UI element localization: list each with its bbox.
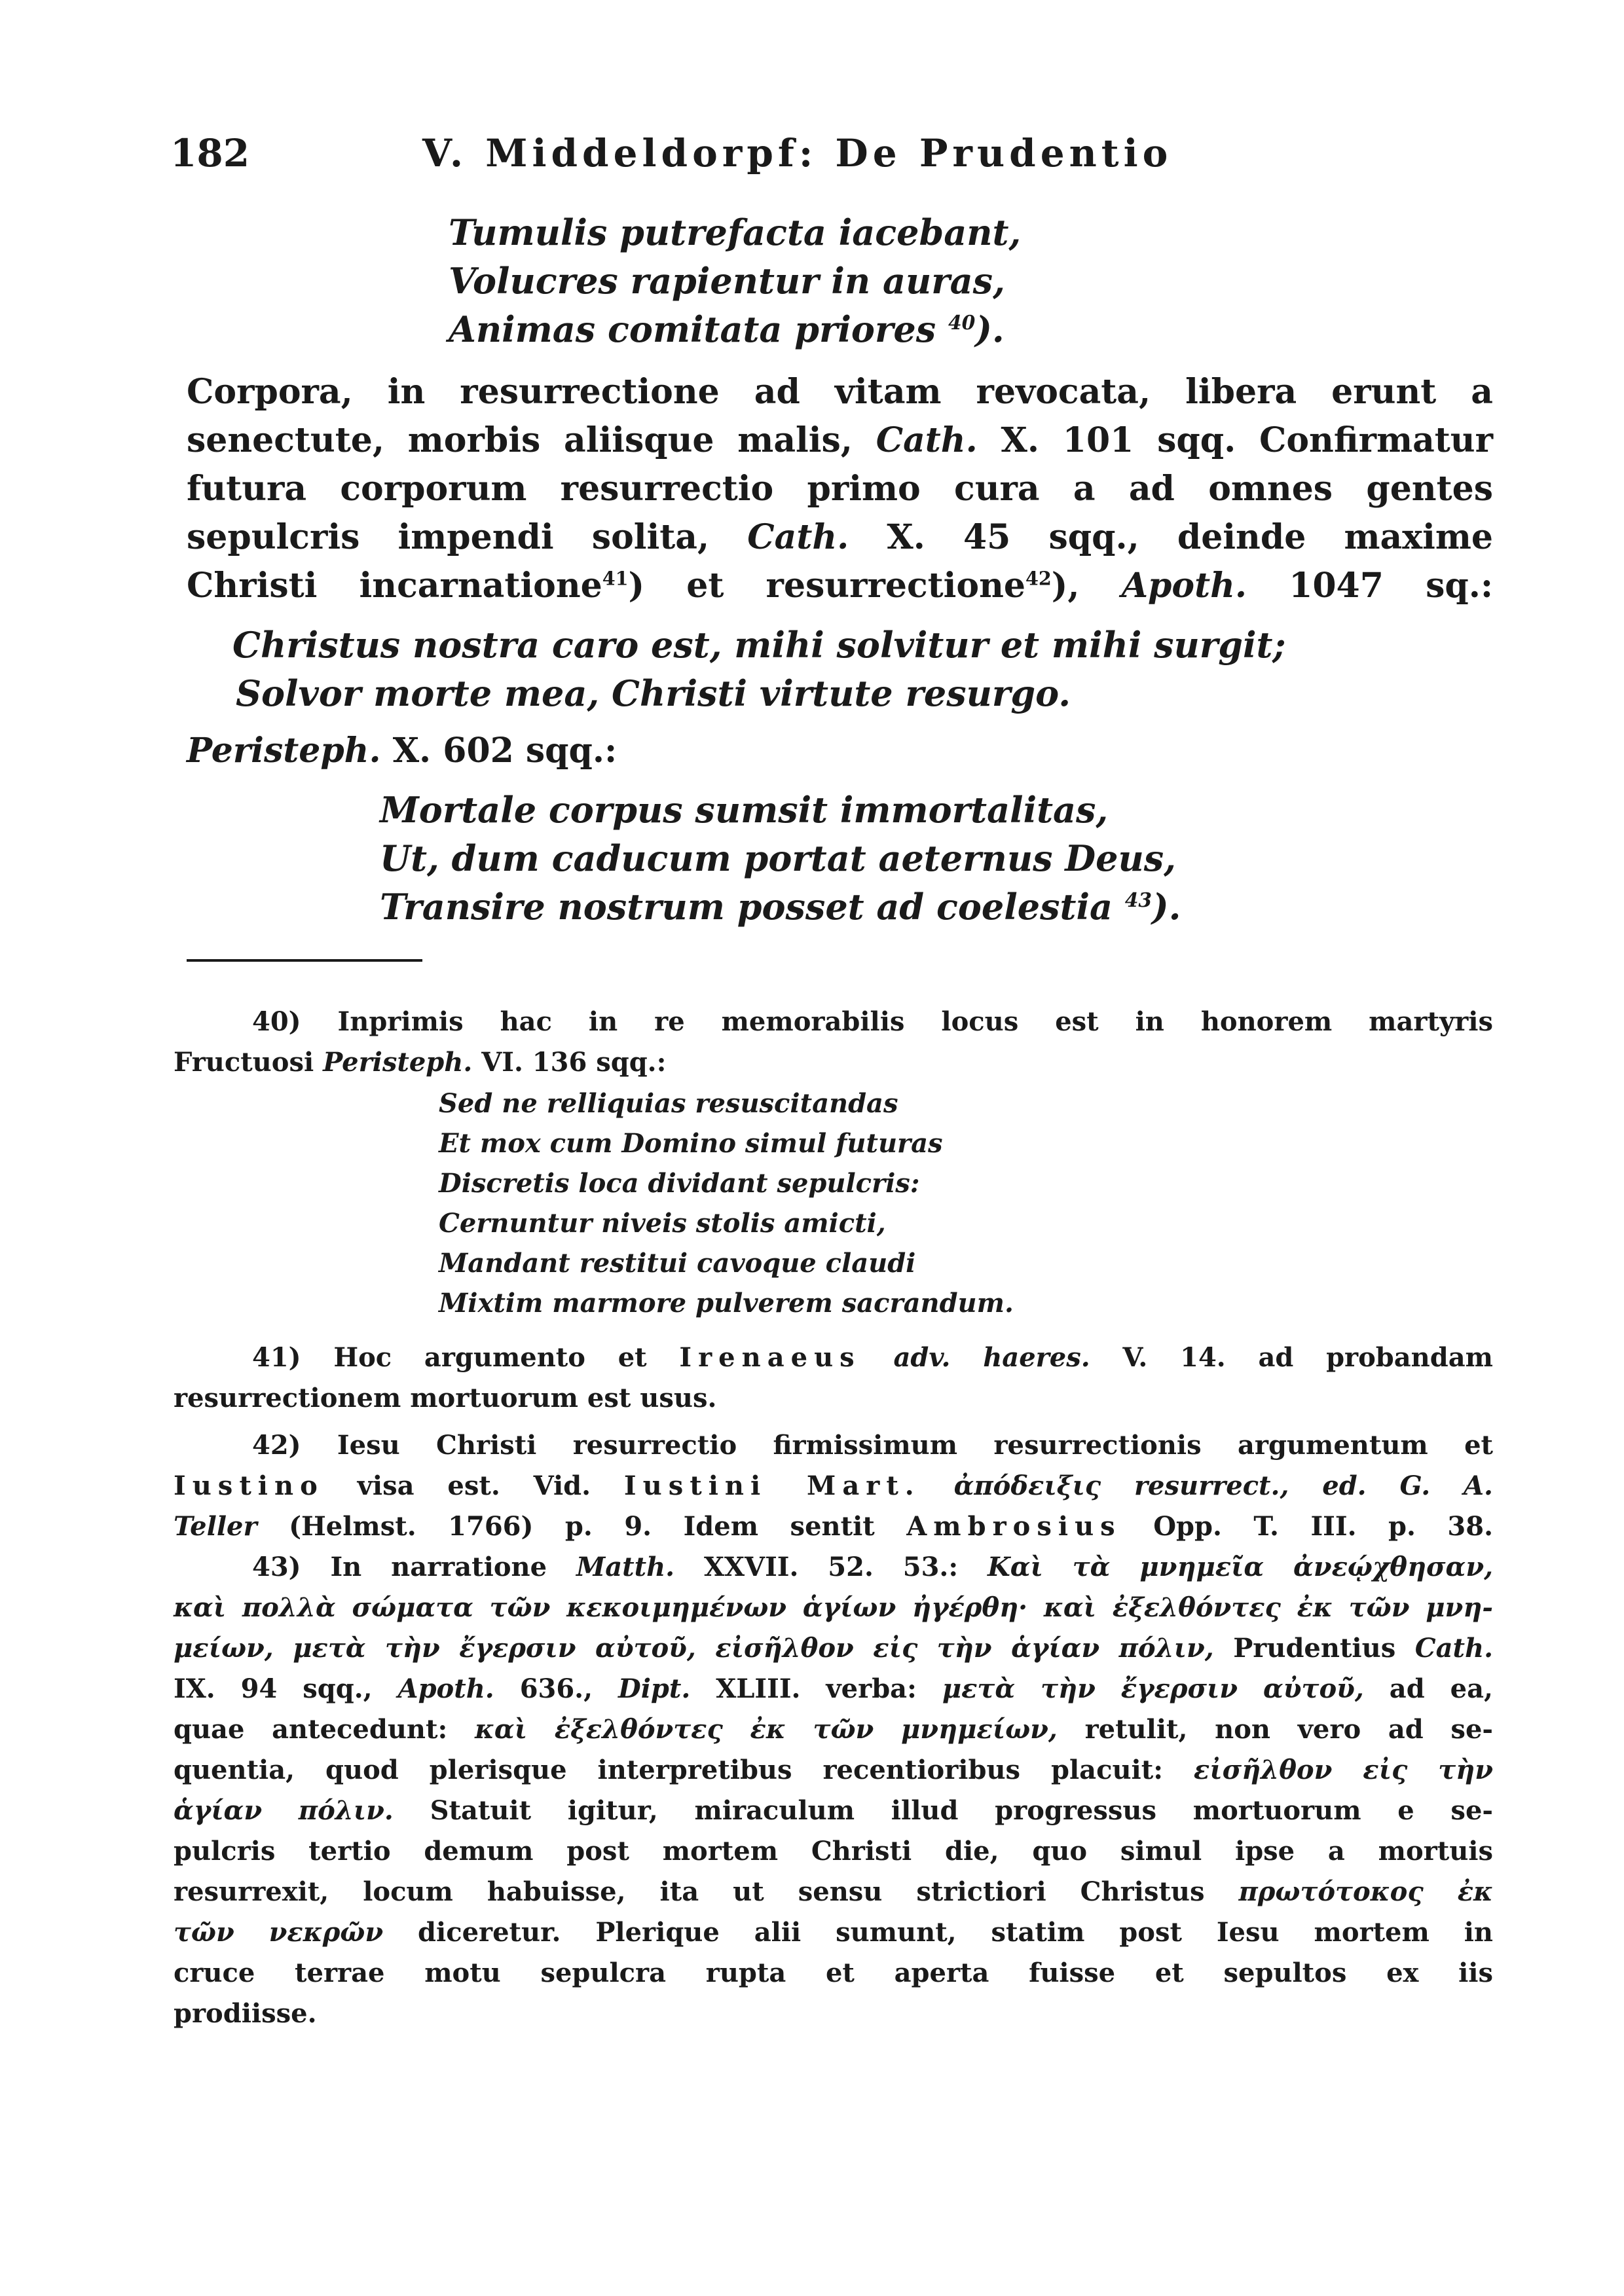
footnote-line: IX. 94 sqq., Apoth. 636., Dipt. XLIII. verba: μετὰ τὴν ἔγερσιν αὐτοῦ, ad ea,: [174, 1673, 1493, 1704]
work-title: Matth.: [576, 1552, 675, 1582]
footnote-line: prodiisse.: [174, 1998, 317, 2029]
verse-line: Christus nostra caro est, mihi solvitur et mihi surgit;: [232, 624, 1286, 666]
verse-line: Animas comitata priores $^{40}$).: [449, 308, 1005, 350]
work-title: Cath.: [876, 420, 978, 460]
verse-line: Discretis loca dividant sepulcris:: [439, 1168, 920, 1199]
footnote-line: Fructuosi Peristeph. VI. 136 sqq.:: [174, 1047, 667, 1078]
footnote-ref[interactable]: 42: [1025, 567, 1052, 590]
footnote-line: 42) Iesu Christi resurrectio firmissimum resurrectionis argumentum et: [252, 1430, 1493, 1461]
footnote-line: resurrectionem mortuorum est usus.: [174, 1383, 717, 1413]
verse-line: Mortale corpus sumsit immortalitas,: [380, 789, 1109, 831]
verse-line: Ut, dum caducum portat aeternus Deus,: [380, 837, 1176, 879]
footnote-43: [174, 1547, 1493, 2034]
verse-line: Tumulis putrefacta iacebant,: [449, 211, 1022, 253]
footnote-ref[interactable]: 43: [1124, 889, 1153, 912]
footnote-line: quentia, quod plerisque interpretibus recentioribus placuit: εἰσῆλθον εἰς τὴν: [174, 1755, 1493, 1785]
greek-quote: Καὶ τὰ μνημεῖα ἀνεῴχθησαν,: [987, 1552, 1494, 1582]
footnote-ref[interactable]: 40: [948, 312, 976, 335]
work-title: Cath.: [747, 517, 849, 557]
verse-quote-1: [449, 208, 1021, 354]
verse-quote-2: [232, 621, 1285, 718]
verse-line: Mandant restitui cavoque claudi: [439, 1248, 916, 1279]
verse-line: Et mox cum Domino simul futuras: [439, 1128, 943, 1159]
verse-line: Sed ne relliquias resuscitandas: [439, 1088, 898, 1119]
page-header: [170, 131, 1283, 183]
footnote-line: 43) In narratione Matth. XXVII. 52. 53.: Καὶ τὰ μνημεῖα ἀνεῴχθησαν,: [252, 1552, 1494, 1582]
running-title: V. Middeldorpf: De Prudentio: [422, 131, 1173, 175]
footnote-40: [174, 1002, 1493, 1083]
footnote-ref[interactable]: 41: [602, 567, 629, 590]
footnote-line: καὶ πολλὰ σώματα τῶν κεκοιμημένων ἁγίων ἠγέρθη· καὶ ἐξελθόντες ἐκ τῶν μνη-: [174, 1592, 1493, 1623]
verse-quote-3: [380, 786, 1181, 931]
footnote-line: 40) Inprimis hac in re memorabilis locus est in honorem martyris: [252, 1006, 1493, 1037]
work-title: Peristeph.: [187, 731, 381, 771]
work-title: Apoth.: [1121, 566, 1247, 606]
body-paragraph-2: [187, 727, 617, 775]
footnote-line: ἁγίαν πόλιν. Statuit igitur, miraculum illud progressus mortuorum e se-: [174, 1795, 1494, 1826]
footnote-line: cruce terrae motu sepulcra rupta et aperta fuisse et sepultos ex iis: [174, 1958, 1493, 1988]
text-line: futura corporum resurrectio primo cura a ad omnes gentes: [187, 469, 1493, 509]
body-paragraph-1: [187, 368, 1493, 610]
footnote-separator: [187, 959, 422, 962]
work-title: adv. haeres.: [893, 1342, 1090, 1373]
verse-line: Mixtim marmore pulverem sacrandum.: [439, 1288, 1014, 1319]
footnote-42: [174, 1425, 1493, 1547]
text-line: senectute, morbis aliisque malis, Cath. X. 101 sqq. Confirmatur: [187, 420, 1494, 460]
footnote-line: 41) Hoc argumento et Irenaeus adv. haeres. V. 14. ad probandam: [252, 1342, 1493, 1373]
footnote-line: Teller (Helmst. 1766) p. 9. Idem sentit Ambrosius Opp. T. III. p. 38.: [174, 1511, 1493, 1542]
footnote-line: pulcris tertio demum post mortem Christi die, quo simul ipse a mortuis: [174, 1836, 1493, 1867]
work-title: Peristeph.: [323, 1047, 473, 1078]
text-line: Corpora, in resurrectione ad vitam revocata, libera erunt a: [187, 372, 1493, 412]
verse-line: Solvor morte mea, Christi virtute resurgo.: [236, 672, 1071, 714]
page-number: 182: [170, 131, 250, 175]
verse-line: Cernuntur niveis stolis amicti,: [439, 1208, 886, 1239]
footnote-line: μείων, μετὰ τὴν ἔγερσιν αὐτοῦ, εἰσῆλθον εἰς τὴν ἁγίαν πόλιν, Prudentius Cath.: [174, 1633, 1493, 1664]
text-line: Christi incarnatione$^{41}$) et resurrectione$^{42}$), Apoth. 1047 sq.:: [187, 566, 1494, 606]
footnote-41: [174, 1338, 1493, 1419]
text-line: Peristeph. X. 602 sqq.:: [187, 731, 618, 771]
footnote-line: Iustino visa est. Vid. Iustini Mart. ἀπόδειξις resurrect., ed. G. A.: [174, 1470, 1493, 1501]
footnote-line: resurrexit, locum habuisse, ita ut sensu strictiori Christus πρωτότοκος ἐκ: [174, 1876, 1493, 1907]
footnote-40-verse: [439, 1084, 1014, 1323]
verse-line: Volucres rapientur in auras,: [449, 260, 1005, 302]
text-line: sepulcris impendi solita, Cath. X. 45 sqq., deinde maxime: [187, 517, 1494, 557]
footnote-line: τῶν νεκρῶν diceretur. Plerique alii sumunt, statim post Iesu mortem in: [174, 1917, 1493, 1948]
verse-line: Transire nostrum posset ad coelestia $^{43}$).: [380, 886, 1181, 928]
footnote-line: quae antecedunt: καὶ ἐξελθόντες ἐκ τῶν μνημείων, retulit, non vero ad se-: [174, 1714, 1494, 1745]
